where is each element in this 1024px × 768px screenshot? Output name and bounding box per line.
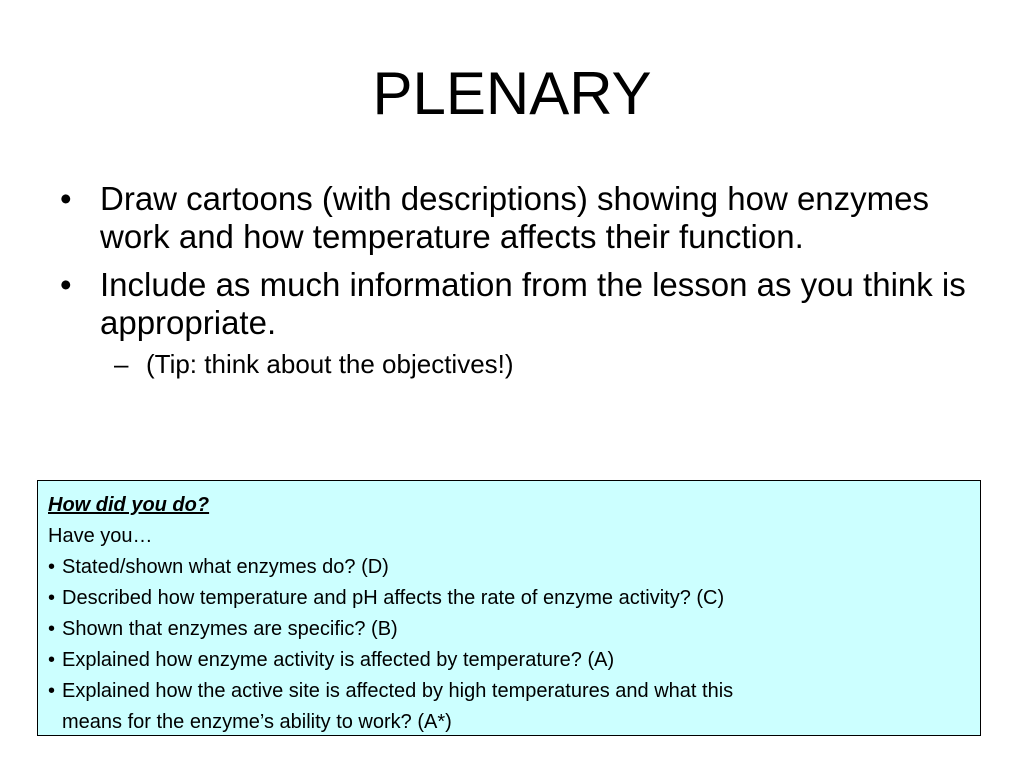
checklist-item-text: Explained how the active site is affected by high temperatures and what this [62, 680, 734, 702]
checklist-item [48, 552, 970, 583]
checklist-item-text: Stated/shown what enzymes do? (D) [62, 556, 389, 578]
bullet-item [58, 180, 988, 256]
checklist-item-text: Shown that enzymes are specific? (B) [62, 618, 398, 640]
checklist-item [48, 583, 970, 614]
checklist-bullet: • [48, 649, 56, 671]
sub-bullet-text: (Tip: think about the objectives!) [146, 349, 514, 379]
checklist-item-text-continued: means for the enzyme’s ability to work? (A*) [62, 711, 452, 733]
self-assessment-box [37, 480, 981, 736]
checklist-bullet: • [48, 680, 56, 702]
slide-title: PLENARY [372, 60, 652, 127]
bullet-list [58, 180, 988, 380]
checklist-item [48, 645, 970, 676]
checklist-bullet: • [48, 556, 56, 578]
checklist-bullet: • [48, 587, 56, 609]
self-assessment-heading: How did you do? [48, 494, 210, 516]
checklist-item-text: Explained how enzyme activity is affected by temperature? (A) [62, 649, 615, 671]
checklist-item [48, 614, 970, 645]
sub-bullet-item [58, 348, 988, 380]
self-assessment-intro: Have you… [48, 525, 153, 547]
bullet-text: Include as much information from the lesson as you think is appropriate. [100, 266, 966, 341]
bullet-item [58, 266, 988, 342]
checklist-bullet: • [48, 618, 56, 640]
bullet-marker: • [60, 266, 72, 303]
checklist-item [48, 676, 970, 738]
checklist-item-text: Described how temperature and pH affects the rate of enzyme activity? (C) [62, 587, 725, 609]
bullet-marker: • [60, 180, 72, 217]
bullet-text: Draw cartoons (with descriptions) showing how enzymes work and how temperature affects their function. [100, 180, 929, 255]
sub-bullet-marker: – [114, 349, 129, 379]
